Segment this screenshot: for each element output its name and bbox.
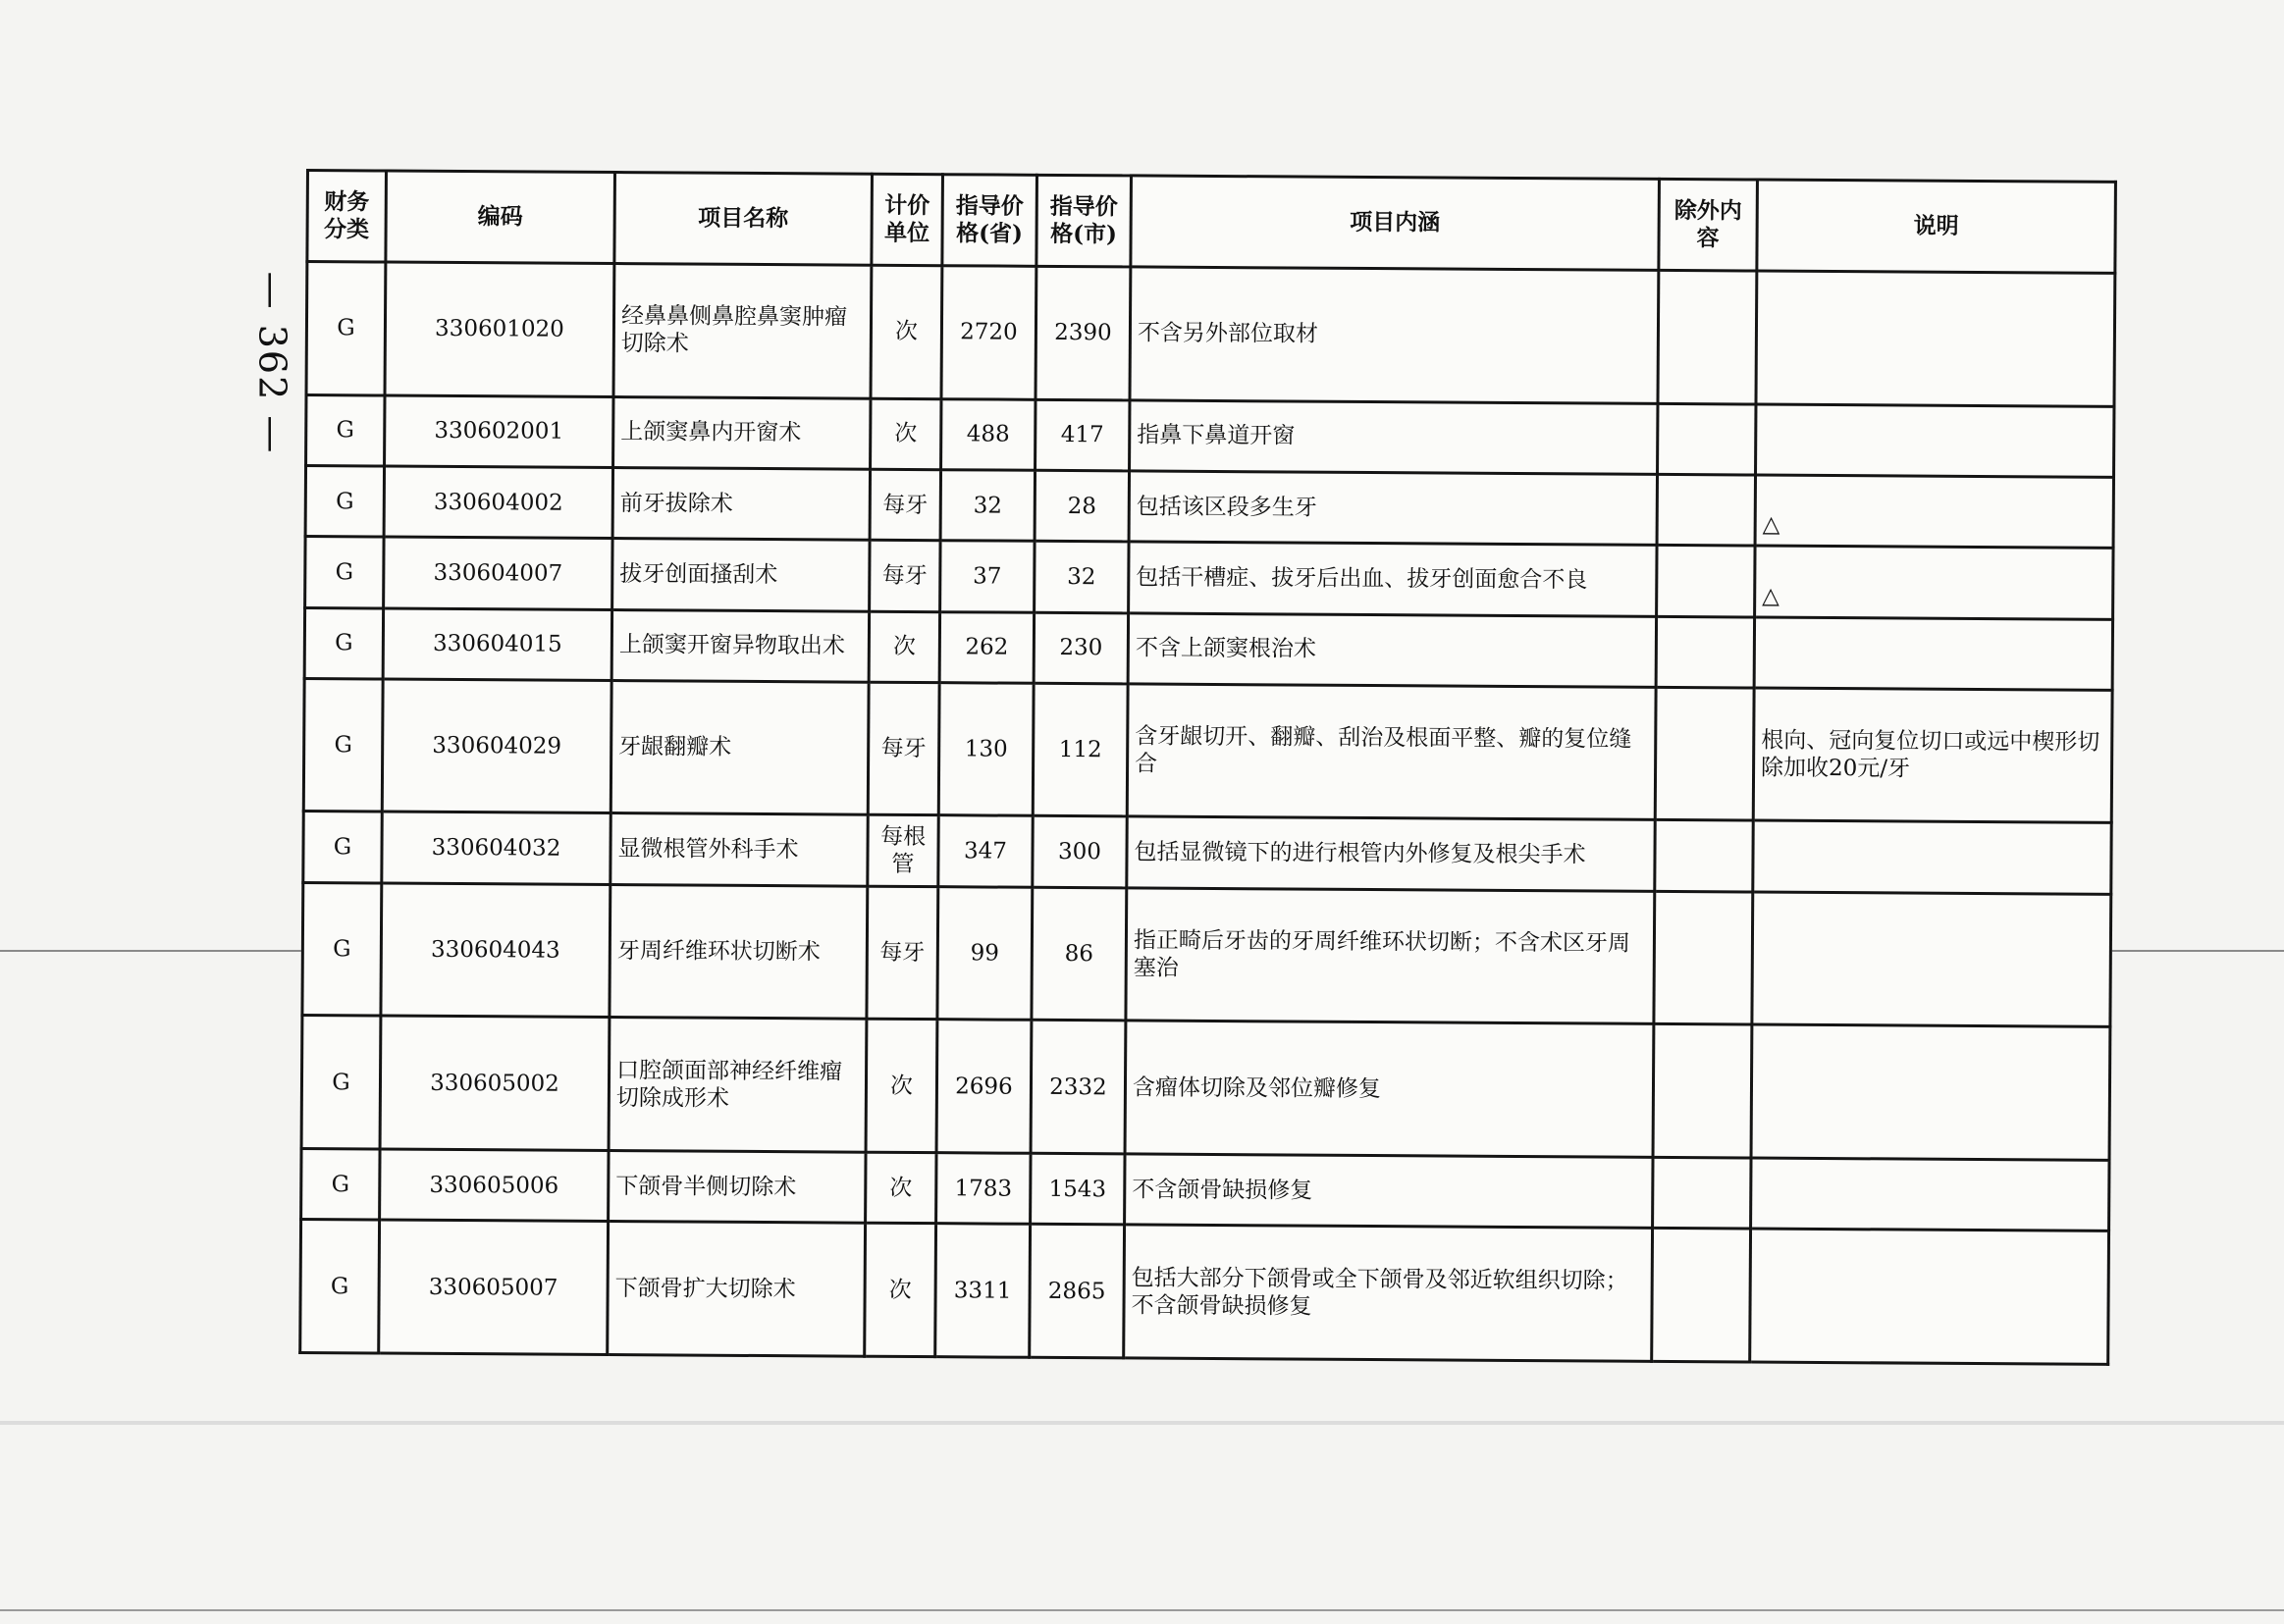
cell-note (1751, 1024, 2110, 1160)
cell-name: 下颌骨扩大切除术 (608, 1222, 866, 1356)
cell-content: 包括干槽症、拔牙后出血、拔牙创面愈合不良 (1129, 542, 1657, 616)
cell-note (1750, 1229, 2109, 1364)
cell-name: 显微根管外科手术 (611, 813, 868, 886)
cell-unit: 每根管 (868, 815, 938, 887)
cell-code: 330604032 (382, 812, 611, 884)
cell-category: G (306, 394, 385, 466)
cell-price-city: 1543 (1031, 1153, 1125, 1225)
cell-category: G (305, 465, 384, 537)
header-unit: 计价单位 (872, 174, 943, 265)
cell-price-city: 28 (1035, 470, 1129, 542)
cell-price-province: 130 (938, 683, 1034, 816)
header-note: 说明 (1757, 180, 2116, 273)
cell-unit: 次 (866, 1020, 937, 1153)
cell-price-province: 2720 (941, 266, 1036, 399)
cell-name: 牙龈翻瓣术 (611, 680, 869, 814)
cell-name: 经鼻鼻侧鼻腔鼻窦肿瘤切除术 (613, 264, 872, 398)
cell-excluded (1653, 1024, 1752, 1158)
table-row (303, 678, 2112, 823)
cell-price-province: 347 (938, 815, 1033, 887)
page-number-text: — 362 — (250, 271, 294, 455)
cell-excluded (1657, 546, 1755, 617)
cell-category: G (304, 607, 383, 679)
table-row (305, 465, 2113, 548)
cell-code: 330604007 (384, 537, 612, 609)
header-category: 财务分类 (307, 171, 387, 263)
cell-content: 含牙龈切开、翻瓣、刮治及根面平整、瓣的复位缝合 (1127, 684, 1656, 820)
cell-content: 不含上颌窦根治术 (1128, 612, 1656, 687)
cell-price-province: 37 (940, 541, 1035, 612)
cell-unit: 次 (865, 1224, 936, 1357)
cell-name: 上颌窦开窗异物取出术 (611, 609, 869, 682)
cell-name: 下颌骨半侧切除术 (609, 1151, 866, 1224)
cell-price-province: 488 (941, 398, 1036, 470)
cell-name: 前牙拔除术 (612, 467, 870, 540)
header-price-city: 指导价格(市) (1036, 175, 1132, 267)
table-row (301, 1148, 2109, 1231)
cell-note (1756, 404, 2114, 478)
cell-content: 包括大部分下颌骨或全下颌骨及邻近软组织切除；不含颌骨缺损修复 (1124, 1225, 1653, 1361)
cell-excluded (1654, 891, 1753, 1024)
cell-price-province: 99 (937, 886, 1033, 1020)
cell-note: 根向、冠向复位切口或远中楔形切除加收20元/牙 (1753, 688, 2112, 823)
cell-unit: 每牙 (867, 886, 938, 1020)
table-row (306, 394, 2114, 477)
cell-code: 330604015 (383, 608, 611, 681)
cell-excluded (1658, 270, 1757, 403)
scan-artifact-line (0, 1609, 2284, 1611)
cell-note (1753, 821, 2111, 895)
cell-price-city: 2390 (1036, 266, 1131, 399)
cell-price-province: 1783 (936, 1153, 1031, 1225)
cell-category: G (303, 812, 382, 883)
cell-price-city: 230 (1034, 612, 1128, 684)
cell-content: 指鼻下鼻道开窗 (1130, 400, 1658, 475)
cell-category: G (302, 882, 382, 1016)
cell-price-city: 2332 (1031, 1021, 1126, 1154)
cell-name: 口腔颌面部神经纤维瘤切除成形术 (609, 1018, 867, 1152)
cell-code: 330604002 (384, 466, 612, 539)
cell-name: 上颌窦鼻内开窗术 (613, 396, 871, 469)
cell-code: 330604029 (382, 679, 611, 813)
table-row (306, 262, 2115, 407)
cell-unit: 次 (871, 265, 942, 398)
cell-note (1756, 271, 2115, 406)
cell-note: △ (1755, 546, 2113, 619)
cell-unit: 次 (869, 611, 939, 683)
cell-price-city: 112 (1033, 683, 1128, 816)
scan-artifact-line (0, 1421, 2284, 1425)
cell-price-city: 417 (1036, 399, 1130, 471)
table-header-row (307, 171, 2116, 274)
cell-category: G (300, 1220, 380, 1353)
cell-note (1754, 617, 2112, 691)
cell-price-province: 2696 (936, 1020, 1032, 1153)
cell-code: 330605006 (380, 1149, 609, 1222)
cell-content: 指正畸后牙齿的牙周纤维环状切断；不含术区牙周塞治 (1126, 888, 1655, 1024)
header-content: 项目内涵 (1131, 176, 1660, 270)
cell-content: 包括显微镜下的进行根管内外修复及根尖手术 (1127, 816, 1655, 891)
cell-price-province: 3311 (935, 1224, 1031, 1357)
table-row (303, 812, 2111, 894)
cell-content: 包括该区段多生牙 (1129, 471, 1657, 546)
cell-excluded (1656, 616, 1754, 688)
cell-price-province: 262 (939, 611, 1034, 683)
cell-content: 不含另外部位取材 (1130, 267, 1659, 403)
cell-price-city: 2865 (1030, 1225, 1125, 1358)
cell-note: △ (1755, 475, 2113, 549)
cell-code: 330605007 (379, 1220, 609, 1354)
cell-excluded (1658, 403, 1756, 475)
table-row (300, 1220, 2109, 1365)
cell-category: G (301, 1148, 380, 1220)
table-row (305, 537, 2113, 619)
cell-excluded (1653, 1157, 1751, 1229)
cell-note (1751, 1158, 2109, 1231)
header-name: 项目名称 (614, 173, 873, 266)
cell-code: 330602001 (385, 395, 613, 468)
header-excluded: 除外内容 (1659, 179, 1758, 271)
cell-code: 330601020 (385, 262, 614, 396)
cell-category: G (306, 262, 386, 395)
cell-unit: 次 (866, 1152, 936, 1224)
cell-price-city: 32 (1035, 542, 1129, 613)
cell-note (1752, 892, 2111, 1027)
cell-name: 牙周纤维环状切断术 (610, 884, 868, 1019)
cell-content: 含瘤体切除及邻位瓣修复 (1125, 1021, 1654, 1157)
table-row (301, 1016, 2110, 1161)
cell-category: G (301, 1016, 381, 1149)
price-table (298, 169, 2117, 1366)
cell-unit: 次 (871, 398, 941, 470)
header-code: 编码 (386, 171, 615, 264)
cell-price-city: 300 (1033, 816, 1127, 888)
cell-price-city: 86 (1032, 887, 1127, 1021)
header-price-province: 指导价格(省) (942, 175, 1037, 267)
cell-excluded (1655, 820, 1753, 892)
cell-excluded (1657, 474, 1755, 546)
cell-price-province: 32 (940, 470, 1035, 542)
table-row (302, 882, 2111, 1027)
cell-content: 不含颌骨缺损修复 (1125, 1154, 1653, 1229)
cell-unit: 每牙 (870, 540, 940, 611)
cell-unit: 每牙 (868, 682, 939, 815)
cell-excluded (1652, 1229, 1751, 1362)
table-row (304, 607, 2112, 690)
cell-name: 拔牙创面搔刮术 (612, 539, 870, 611)
cell-code: 330604043 (381, 883, 611, 1018)
cell-category: G (303, 678, 383, 812)
cell-code: 330605002 (380, 1016, 610, 1150)
cell-excluded (1655, 687, 1754, 820)
cell-category: G (305, 537, 384, 608)
page-number (238, 271, 306, 455)
cell-unit: 每牙 (870, 469, 940, 541)
